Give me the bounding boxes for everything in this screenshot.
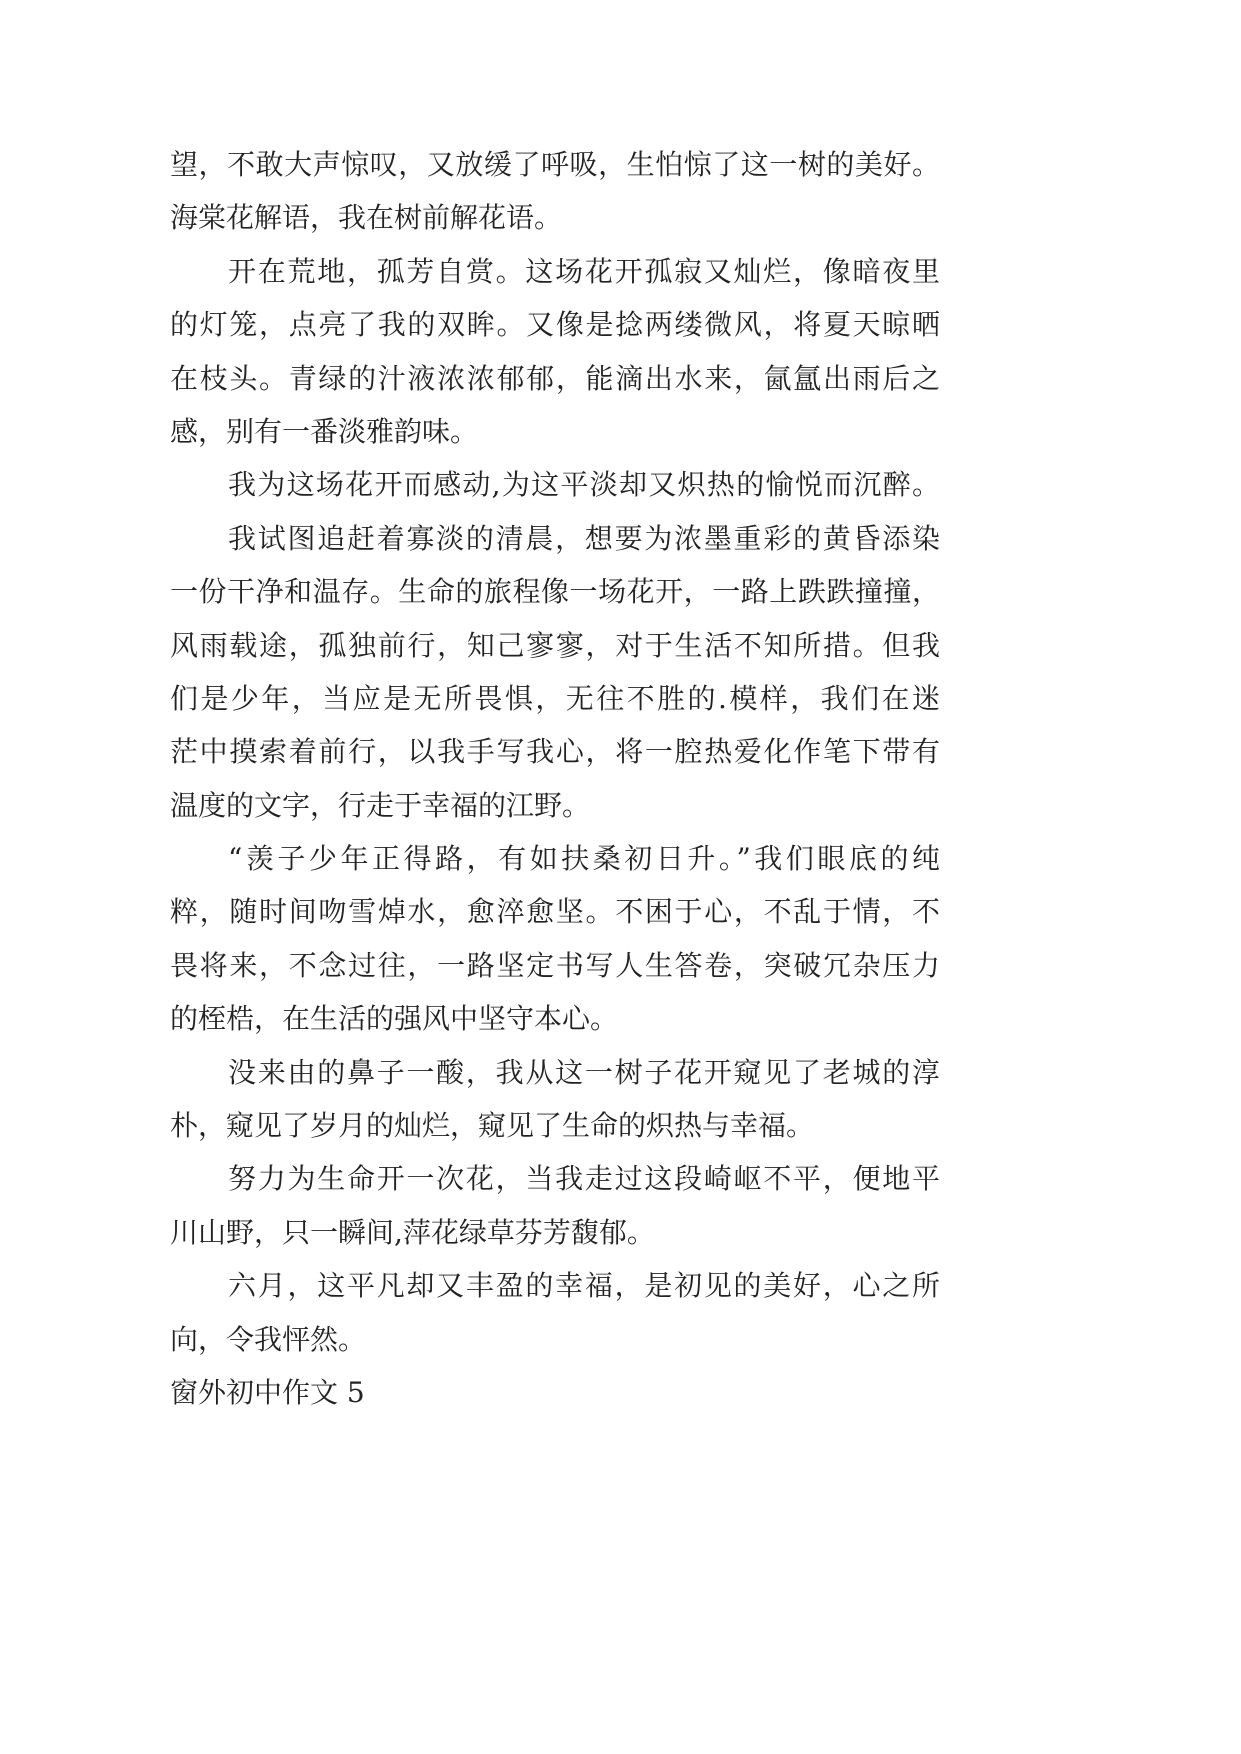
text-line: 努力为生命开一次花，当我走过这段崎岖不平，便地平	[228, 1162, 940, 1196]
text-line: 的桎梏，在生活的强风中坚守本心。	[170, 1002, 619, 1036]
text-line: 茫中摸索着前行，以我手写我心，将一腔热爱化作笔下带有	[170, 735, 940, 769]
paragraph	[170, 1046, 940, 1153]
text-line: 的灯笼，点亮了我的双眸。又像是捻两缕微风，将夏天晾晒	[170, 308, 940, 342]
text-line: 朴，窥见了岁月的灿烂，窥见了生命的炽热与幸福。	[170, 1109, 815, 1143]
paragraph	[170, 1259, 940, 1366]
paragraph	[170, 512, 940, 832]
paragraph	[170, 458, 940, 511]
paragraph	[170, 1152, 940, 1259]
paragraph	[170, 245, 940, 459]
text-line: 望，不敢大声惊叹，又放缓了呼吸，生怕惊了这一树的美好。	[170, 148, 940, 181]
text-line: 风雨载途，孤独前行，知己寥寥，对于生活不知所措。但我	[170, 628, 940, 662]
text-line: 我为这场花开而感动,为这平淡却又炽热的愉悦而沉醉。	[228, 468, 940, 502]
text-line: 向，令我怦然。	[170, 1322, 367, 1356]
text-line: 川山野，只一瞬间,萍花绿草芬芳馥郁。	[170, 1215, 655, 1249]
text-line: 在枝头。青绿的汁液浓浓郁郁，能滴出水来，氤氲出雨后之	[170, 361, 940, 395]
paragraph	[170, 832, 940, 1046]
text-line: “羡子少年正得路，有如扶桑初日升。”我们眼底的纯	[228, 842, 940, 876]
text-line: 六月，这平凡却又丰盈的幸福，是初见的美好，心之所	[228, 1269, 940, 1303]
text-line: 没来由的鼻子一酸，我从这一树子花开窥见了老城的淳	[228, 1055, 940, 1089]
text-line: 粹，随时间吻雪焯水，愈淬愈坚。不困于心，不乱于情，不	[170, 895, 940, 929]
document-page	[170, 138, 940, 1419]
text-line: 们是少年，当应是无所畏惧，无往不胜的.模样，我们在迷	[170, 681, 940, 715]
text-line: 温度的文字，行走于幸福的江野。	[170, 788, 591, 822]
text-line: 开在荒地，孤芳自赏。这场花开孤寂又灿烂，像暗夜里	[228, 254, 940, 288]
section-heading: 窗外初中作文 5	[170, 1375, 365, 1409]
text-line: 感，别有一番淡雅韵味。	[170, 414, 479, 448]
paragraph	[170, 138, 940, 245]
text-line: 畏将来，不念过往，一路坚定书写人生答卷，突破冗杂压力	[170, 948, 940, 982]
text-line: 一份干净和温存。生命的旅程像一场花开，一路上跌跌撞撞，	[170, 575, 940, 609]
text-line: 我试图追赶着寡淡的清晨，想要为浓墨重彩的黄昏添染	[228, 521, 940, 555]
text-line: 海棠花解语，我在树前解花语。	[170, 201, 563, 235]
